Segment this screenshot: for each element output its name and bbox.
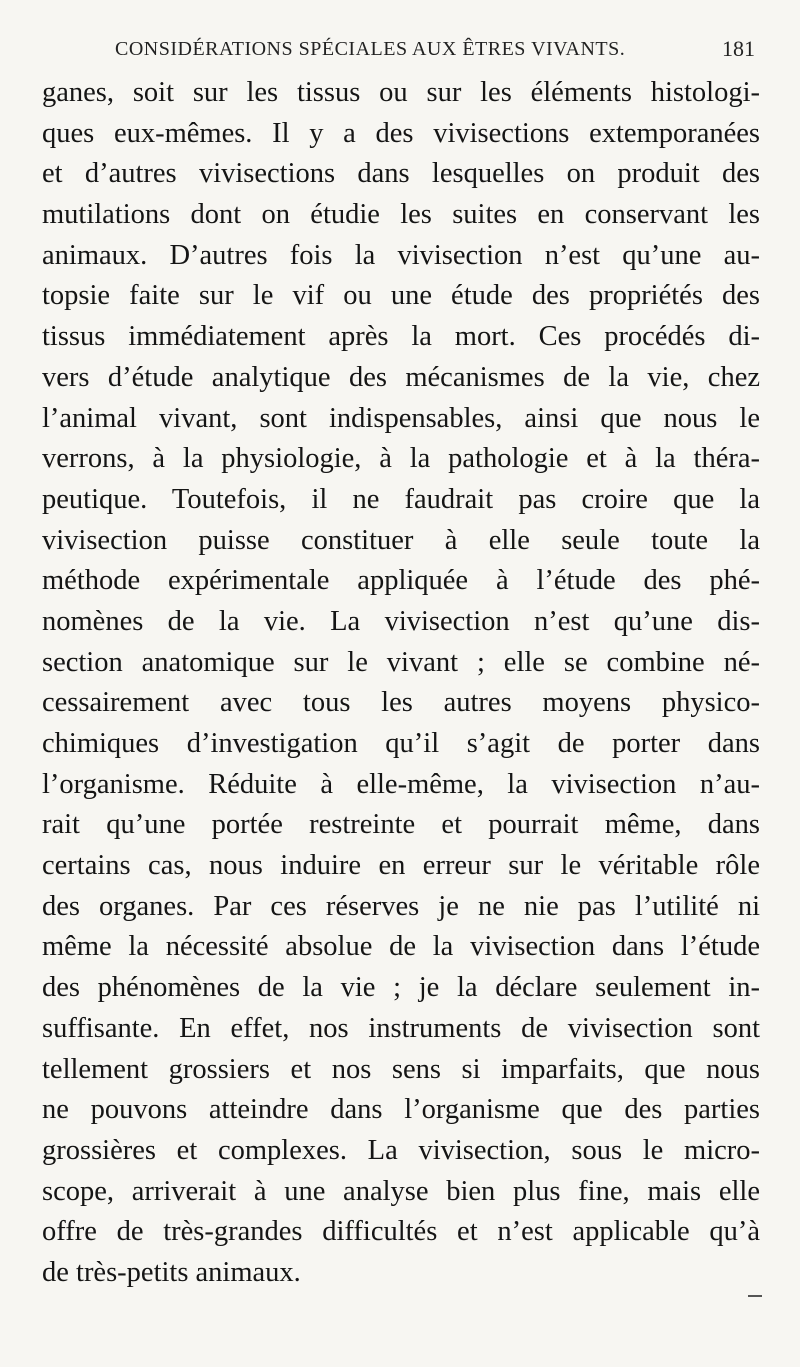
text-line: scope, arriverait à une analyse bien plus fine, mais elle [42, 1175, 760, 1207]
text-line: l’animal vivant, sont indispensables, ainsi que nous le [42, 402, 760, 434]
text-line: mutilations dont on étudie les suites en conservant les [42, 199, 760, 231]
text-line: tellement grossiers et nos sens si imparfaits, que nous [42, 1053, 760, 1085]
text-line: certains cas, nous induire en erreur sur le véritable rôle [42, 850, 760, 882]
margin-dash-mark [748, 1295, 762, 1297]
text-line: tissus immédiatement après la mort. Ces procédés di- [42, 321, 760, 353]
text-line: verrons, à la physiologie, à la pathologie et à la théra- [42, 443, 760, 475]
text-line: même la nécessité absolue de la vivisection dans l’étude [42, 931, 760, 963]
text-line: des organes. Par ces réserves je ne nie pas l’utilité ni [42, 890, 760, 922]
text-line: ques eux-mêmes. Il y a des vivisections extemporanées [42, 117, 760, 149]
page-number: 181 [722, 36, 755, 61]
text-line: méthode expérimentale appliquée à l’étude des phé- [42, 565, 760, 597]
text-line: vers d’étude analytique des mécanismes de la vie, chez [42, 361, 760, 393]
text-line: animaux. D’autres fois la vivisection n’est qu’une au- [42, 239, 760, 271]
text-line: section anatomique sur le vivant ; elle se combine né- [42, 646, 760, 678]
text-line: offre de très-grandes difficultés et n’est applicable qu’à [42, 1216, 760, 1248]
text-line: topsie faite sur le vif ou une étude des propriétés des [42, 280, 760, 312]
text-line: cessairement avec tous les autres moyens physico- [42, 687, 760, 719]
text-line: et d’autres vivisections dans lesquelles on produit des [42, 158, 760, 190]
body-text [42, 73, 760, 1294]
text-line: vivisection puisse constituer à elle seule toute la [42, 524, 760, 556]
text-line: peutique. Toutefois, il ne faudrait pas croire que la [42, 483, 760, 515]
running-head: CONSIDÉRATIONS SPÉCIALES AUX ÊTRES VIVANTS. [115, 38, 626, 60]
text-line: l’organisme. Réduite à elle-même, la vivisection n’au- [42, 768, 760, 800]
text-line: des phénomènes de la vie ; je la déclare seulement in- [42, 972, 760, 1004]
text-line: ganes, soit sur les tissus ou sur les éléments histologi- [42, 77, 760, 108]
text-line: ne pouvons atteindre dans l’organisme que des parties [42, 1094, 760, 1126]
text-line: suffisante. En effet, nos instruments de vivisection sont [42, 1012, 760, 1044]
text-line: chimiques d’investigation qu’il s’agit de porter dans [42, 728, 760, 759]
text-line: nomènes de la vie. La vivisection n’est qu’une dis- [42, 605, 760, 637]
text-line: grossières et complexes. La vivisection, sous le micro- [42, 1134, 760, 1166]
text-line: rait qu’une portée restreinte et pourrait même, dans [42, 809, 760, 841]
text-line-last: de très-petits animaux. [42, 1256, 301, 1288]
